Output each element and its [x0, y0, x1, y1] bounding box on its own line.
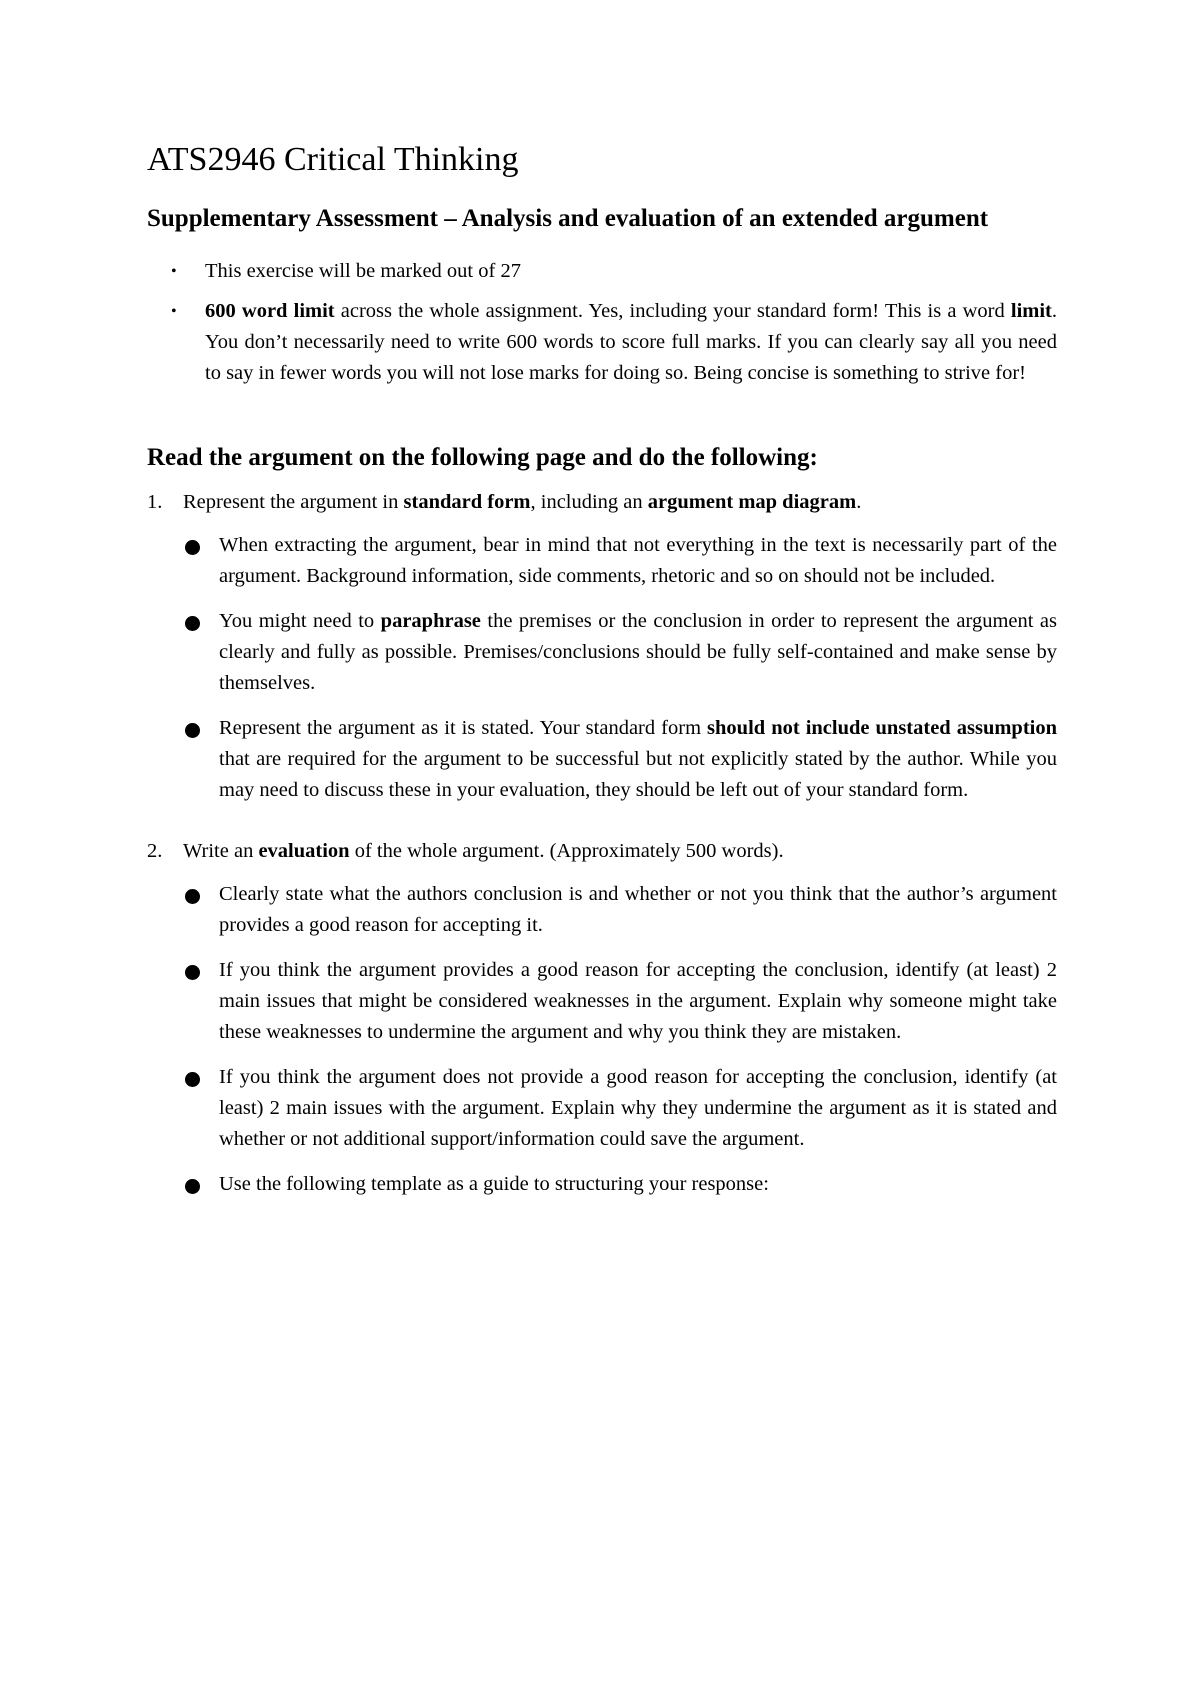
task-text: , including an [530, 490, 648, 513]
argument-map-emphasis: argument map diagram [647, 490, 857, 513]
intro-bullet-item [147, 256, 1057, 287]
word-limit-emphasis: 600 word limit [205, 299, 335, 322]
filled-circle-bullet-icon [185, 965, 200, 980]
bullet-icon: • [171, 262, 177, 280]
instruction-item [147, 879, 1057, 941]
task-text: of the whole argument. (Approximately 500 words). [349, 839, 784, 862]
intro-bullet-text: . You don’t necessarily need to write 600 words to score full marks. If you can clearly say all you need to say in fewer words you will not lose marks for doing so. Being concise is something to strive for! [205, 299, 1058, 384]
task-1 [147, 487, 1057, 518]
instruction-text: Represent the argument as it is stated. Your standard form [219, 716, 708, 739]
instruction-item [147, 1062, 1057, 1155]
intro-bullet-text: This exercise will be marked out of 27 [205, 259, 521, 282]
intro-bullet-list [147, 256, 1057, 389]
instruction-item [147, 1169, 1057, 1200]
task-1-instruction-list [147, 530, 1057, 806]
instruction-text: When extracting the argument, bear in mind that not everything in the text is necessarily part of the argument. Background information, side comments, rhetoric and so on should not be included. [219, 533, 1057, 587]
intro-bullet-item [147, 296, 1057, 389]
instruction-text: Clearly state what the authors conclusion is and whether or not you think that the author’s argument provides a good reason for accepting it. [219, 882, 1057, 936]
instruction-item [147, 530, 1057, 592]
filled-circle-bullet-icon [185, 889, 200, 904]
filled-circle-bullet-icon [185, 1179, 200, 1194]
instruction-item [147, 713, 1057, 806]
document-page [147, 140, 1057, 1214]
task-text: Write an [183, 839, 259, 862]
bullet-icon: • [171, 302, 177, 320]
task-2-instruction-list [147, 879, 1057, 1200]
task-text: Represent the argument in [183, 490, 404, 513]
unstated-assumption-emphasis: should not include unstated assumption [707, 716, 1057, 739]
filled-circle-bullet-icon [185, 616, 200, 631]
paraphrase-emphasis: paraphrase [380, 609, 481, 632]
filled-circle-bullet-icon [185, 540, 200, 555]
standard-form-emphasis: standard form [403, 490, 531, 513]
instruction-text: If you think the argument provides a good reason for accepting the conclusion, identify (at least) 2 main issues that might be considered weaknesses in the argument. Explain why someone might take these weaknesses to undermine the argument and why you think they are mistaken. [219, 958, 1057, 1043]
evaluation-emphasis: evaluation [258, 839, 350, 862]
task-number: 2. [147, 839, 163, 862]
limit-emphasis: limit [1010, 299, 1052, 322]
intro-bullet-text: across the whole assignment. Yes, including your standard form! This is a word [334, 299, 1011, 322]
instruction-text: You might need to [219, 609, 381, 632]
task-number: 1. [147, 490, 163, 513]
instruction-text: If you think the argument does not provide a good reason for accepting the conclusion, identify (at least) 2 main issues with the argument. Explain why they undermine the argument as it is stated and whether or not additional support/information could save the argument. [219, 1065, 1057, 1150]
instruction-item [147, 606, 1057, 699]
instruction-text: the premises or the conclusion in order to represent the argument as clearly and fully as possible. Premises/conclusions should be fully self-contained and make sense by themselves. [219, 609, 1057, 694]
page-subtitle: Supplementary Assessment – Analysis and evaluation of an extended argument [147, 204, 989, 232]
filled-circle-bullet-icon [185, 723, 200, 738]
instruction-text: Use the following template as a guide to structuring your response: [219, 1172, 769, 1195]
task-2 [147, 836, 1057, 867]
instruction-item [147, 955, 1057, 1048]
section-heading: Read the argument on the following page and do the following: [147, 443, 818, 471]
instruction-text: that are required for the argument to be successful but not explicitly stated by the author. While you may need to discuss these in your evaluation, they should be left out of your standard form. [219, 747, 1057, 801]
filled-circle-bullet-icon [185, 1072, 200, 1087]
page-title: ATS2946 Critical Thinking [147, 141, 519, 178]
task-text: . [856, 490, 862, 513]
